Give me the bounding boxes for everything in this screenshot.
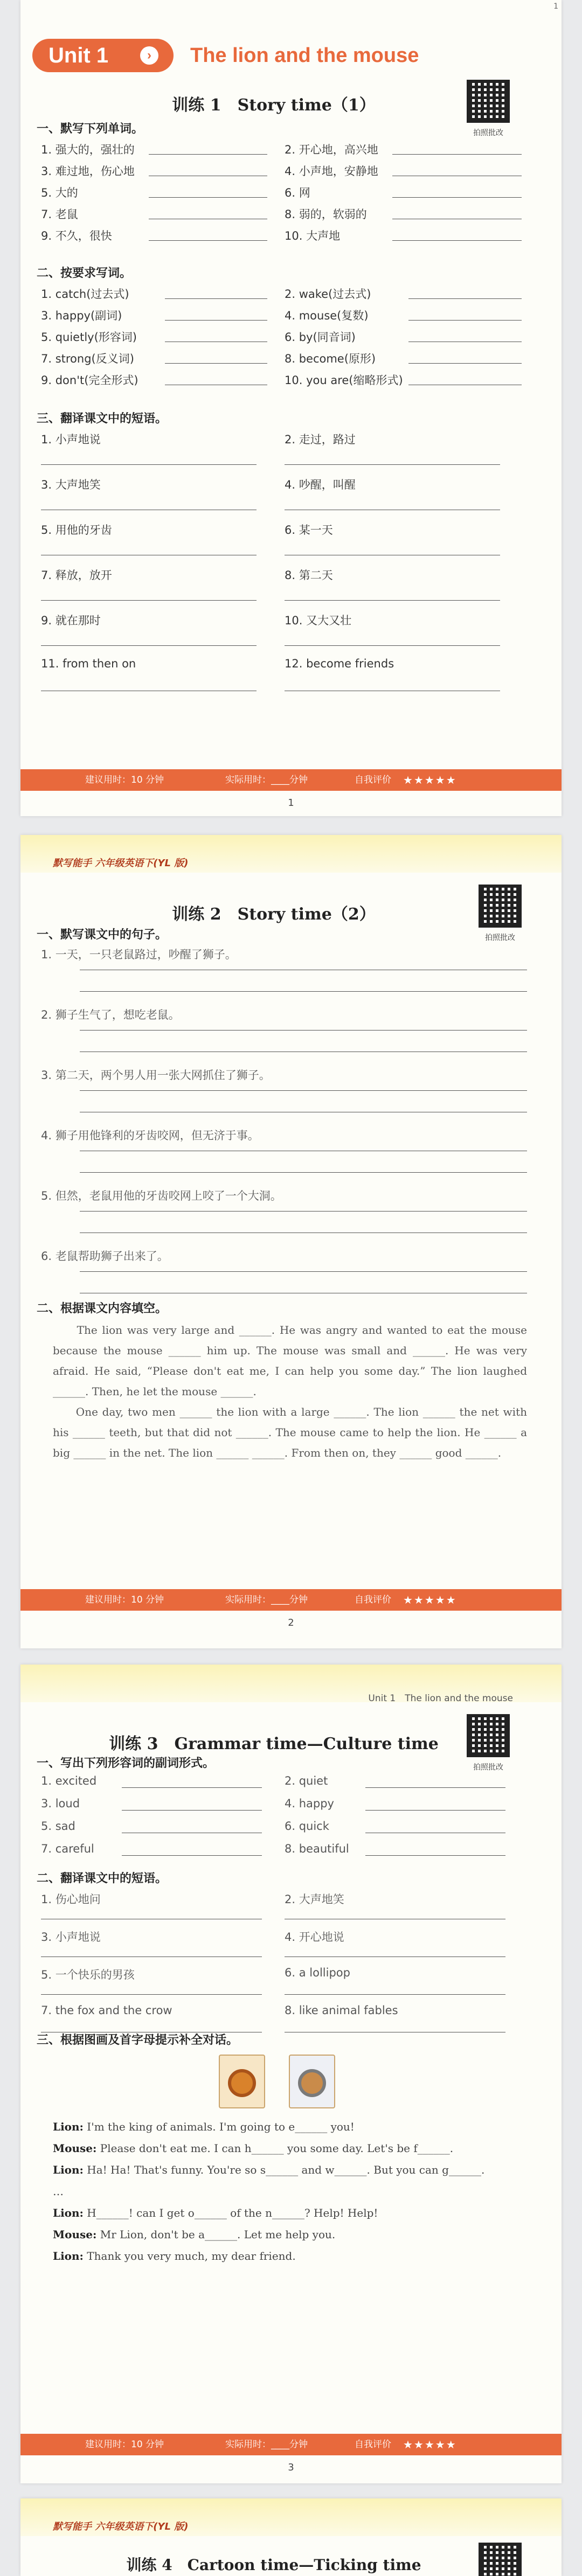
unit-title: The lion and the mouse <box>190 44 419 67</box>
answer-line[interactable] <box>80 1030 527 1031</box>
worksheet-page-2 <box>20 835 562 1648</box>
dialog-text: Ha! Ha! That's funny. You're so s______ and w______. But you can g______. <box>87 2163 485 2176</box>
answer-line[interactable] <box>365 1787 505 1788</box>
unit-label: Unit 1 <box>48 44 109 67</box>
dialog-line <box>53 2116 538 2138</box>
exercise-item: 8. beautiful <box>285 1842 349 1855</box>
book-title: 默写能手 六年级英语下(YL 版) <box>53 858 189 869</box>
answer-line[interactable] <box>285 645 500 646</box>
exercise-item: 6. a lollipop <box>285 1966 350 1979</box>
dialog-text: H______! can I get o______ of the n______? Help! Help! <box>87 2206 378 2219</box>
answer-line[interactable] <box>122 1855 262 1856</box>
worksheet-page-4 <box>20 2498 562 2576</box>
dialog-text: Please don't eat me. I can h______ you some day. Let's be f______. <box>100 2142 454 2155</box>
exercise-item: 1. 小声地说 <box>41 433 101 446</box>
exercise-item: 10. 又大又壮 <box>285 614 352 627</box>
answer-line[interactable] <box>41 600 257 601</box>
suggested-time: 建议用时：10 分钟 <box>85 1595 164 1605</box>
star-rating[interactable]: ★★★★★ <box>403 2438 457 2451</box>
section-title: 二、翻译课文中的短语。 <box>37 1872 168 1885</box>
exercise-item: 7. strong(反义词) <box>41 352 134 365</box>
net-picture <box>289 2055 335 2108</box>
lion-picture <box>219 2055 265 2108</box>
answer-line[interactable] <box>285 464 500 465</box>
exercise-item: 4. 吵醒，叫醒 <box>285 478 356 491</box>
speaker: Mouse: <box>53 2228 97 2241</box>
answer-line[interactable] <box>392 240 522 241</box>
book-title: 默写能手 六年级英语下(YL 版) <box>53 2521 189 2532</box>
qr-label: 拍照批改 <box>485 934 515 942</box>
exercise-title: 训练 3 Grammar time—Culture time <box>109 1735 439 1753</box>
answer-line[interactable] <box>149 197 267 198</box>
dialog-text: … <box>53 2185 64 2198</box>
answer-line[interactable] <box>122 1787 262 1788</box>
lion-in-net-icon <box>298 2069 326 2097</box>
exercise-item: 1. excited <box>41 1774 97 1787</box>
passage-paragraph: The lion was very large and ______. He was angry and wanted to eat the mouse because the mouse ______ him up. The mouse was small and ______. He was very afraid. He said, “Please don't eat me, I can help you some day.” The lion laughed ______. Then, he let the mouse ______. <box>53 1324 527 1398</box>
dialog <box>53 2116 538 2267</box>
exercise-item: 2. 走过，路过 <box>285 433 356 446</box>
answer-line[interactable] <box>41 1994 262 1995</box>
speaker: Lion: <box>53 2120 84 2133</box>
exercise-item: 5. 一个快乐的男孩 <box>41 1968 135 1981</box>
sentence-prompt: 5. 但然，老鼠用他的牙齿咬网上咬了一个大洞。 <box>41 1189 282 1202</box>
actual-time: 实际用时：____分钟 <box>225 2439 308 2450</box>
answer-line[interactable] <box>392 197 522 198</box>
answer-line[interactable] <box>408 363 522 364</box>
cloze-passage <box>53 1320 527 1463</box>
exercise-item: 9. 不久，很快 <box>41 229 112 242</box>
exercise-item: 7. 老鼠 <box>41 208 78 221</box>
exercise-item: 5. sad <box>41 1820 75 1833</box>
exercise-item: 9. 就在那时 <box>41 614 101 627</box>
qr-code-icon[interactable] <box>479 2543 522 2576</box>
exercise-item: 5. 大的 <box>41 186 78 199</box>
exercise-item: 3. 大声地笑 <box>41 478 101 491</box>
qr-code-icon[interactable] <box>467 80 510 123</box>
dialog-line <box>53 2159 538 2181</box>
exercise-item: 5. quietly(形容词) <box>41 331 137 344</box>
exercise-item: 6. 网 <box>285 186 310 199</box>
worksheet-page-3 <box>20 1665 562 2483</box>
answer-line[interactable] <box>165 320 267 321</box>
exercise-item: 6. by(同音词) <box>285 331 356 344</box>
sentence-prompt: 4. 狮子用他锋利的牙齿咬网，但无济于事。 <box>41 1129 259 1142</box>
sentence-prompt: 3. 第二天，两个男人用一张大网抓住了狮子。 <box>41 1069 271 1082</box>
answer-line[interactable] <box>408 298 522 299</box>
page-number: 2 <box>288 1617 294 1628</box>
exercise-item: 10. you are(缩略形式) <box>285 374 403 387</box>
exercise-item: 11. from then on <box>41 657 136 670</box>
section-title: 三、翻译课文中的短语。 <box>37 412 168 426</box>
answer-line[interactable] <box>408 320 522 321</box>
qr-code-icon[interactable] <box>479 885 522 928</box>
exercise-item: 8. like animal fables <box>285 2004 398 2017</box>
section-title: 一、默写课文中的句子。 <box>37 928 168 942</box>
exercise-item: 3. loud <box>41 1797 80 1810</box>
suggested-time: 建议用时：10 分钟 <box>85 2439 164 2450</box>
exercise-item: 7. careful <box>41 1842 94 1855</box>
speaker: Lion: <box>53 2206 84 2219</box>
exercise-item: 7. 释放，放开 <box>41 569 112 582</box>
exercise-item: 3. happy(副词) <box>41 309 122 322</box>
self-eval-label: 自我评价 <box>355 775 391 785</box>
passage-paragraph: One day, two men ______ the lion with a large ______. The lion ______ the net with his ______ teeth, but that did not ______. The mouse came to help the lion. He ______ a big ______ in the net. The lion ______ ______. From then on, they ______ good ______. <box>53 1405 527 1459</box>
answer-line[interactable] <box>41 645 257 646</box>
exercise-item: 8. become(原形) <box>285 352 376 365</box>
dialog-line <box>53 2138 538 2159</box>
dialog-text: I'm the king of animals. I'm going to e______ you! <box>87 2120 355 2133</box>
actual-time: 实际用时：____分钟 <box>225 775 308 785</box>
worksheet-page-1 <box>20 0 562 816</box>
exercise-item: 12. become friends <box>285 657 394 670</box>
sentence-prompt: 1. 一天，一只老鼠路过，吵醒了狮子。 <box>41 948 237 961</box>
dialog-text: Thank you very much, my dear friend. <box>87 2250 296 2262</box>
exercise-item: 1. 强大的，强壮的 <box>41 143 135 156</box>
exercise-title: 训练 4 Cartoon time—Ticking time <box>126 2556 421 2574</box>
sentence-prompt: 6. 老鼠帮助狮子出来了。 <box>41 1250 169 1263</box>
answer-line[interactable] <box>122 1810 262 1811</box>
page-number: 1 <box>288 797 294 809</box>
exercise-item: 2. 大声地笑 <box>285 1893 344 1906</box>
dialog-text: Mr Lion, don't be a______. Let me help you. <box>100 2228 336 2241</box>
self-eval-label: 自我评价 <box>355 1595 391 1605</box>
dialog-line <box>53 2224 538 2245</box>
footer-bar <box>20 2434 562 2455</box>
exercise-item: 5. 用他的牙齿 <box>41 524 112 537</box>
page-number: 3 <box>288 2462 294 2473</box>
qr-code-icon[interactable] <box>467 1714 510 1757</box>
exercise-item: 2. 开心地，高兴地 <box>285 143 378 156</box>
answer-line[interactable] <box>80 1211 527 1212</box>
suggested-time: 建议用时：10 分钟 <box>85 775 164 785</box>
section-title: 二、按要求写词。 <box>37 267 132 280</box>
exercise-title: 训练 1 Story time（1） <box>172 96 376 115</box>
lion-icon <box>228 2069 256 2097</box>
exercise-item: 6. quick <box>285 1820 329 1833</box>
corner-mark: 1 <box>553 2 558 11</box>
dialog-line <box>53 2245 538 2267</box>
speaker: Mouse: <box>53 2142 97 2155</box>
star-rating[interactable]: ★★★★★ <box>403 774 457 786</box>
exercise-item: 10. 大声地 <box>285 229 341 242</box>
chevron-right-icon: › <box>140 46 158 65</box>
answer-line[interactable] <box>149 240 267 241</box>
star-rating[interactable]: ★★★★★ <box>403 1593 457 1606</box>
answer-line[interactable] <box>80 1090 527 1091</box>
section-title: 一、默写下列单词。 <box>37 122 144 136</box>
footer-bar <box>20 1589 562 1611</box>
section-title: 三、根据图画及首字母提示补全对话。 <box>37 2034 239 2047</box>
exercise-item: 7. the fox and the crow <box>41 2004 172 2017</box>
exercise-item: 1. catch(过去式) <box>41 288 129 301</box>
sentence-prompt: 2. 狮子生气了，想吃老鼠。 <box>41 1008 180 1021</box>
unit-running-head: Unit 1 The lion and the mouse <box>368 1693 513 1704</box>
section-title: 一、写出下列形容词的副词形式。 <box>37 1757 215 1770</box>
answer-line[interactable] <box>165 298 267 299</box>
answer-line[interactable] <box>285 600 500 601</box>
exercise-item: 2. quiet <box>285 1774 328 1787</box>
exercise-item: 3. 难过地，伤心地 <box>41 165 135 178</box>
exercise-item: 1. 伤心地问 <box>41 1893 101 1906</box>
unit-header <box>20 16 562 81</box>
exercise-item: 4. happy <box>285 1797 334 1810</box>
exercise-title: 训练 2 Story time（2） <box>172 905 376 924</box>
exercise-item: 4. 小声地，安静地 <box>285 165 378 178</box>
answer-line[interactable] <box>149 154 267 155</box>
answer-line[interactable] <box>80 1271 527 1272</box>
unit-badge <box>32 39 174 72</box>
exercise-item: 4. mouse(复数) <box>285 309 369 322</box>
exercise-item: 2. wake(过去式) <box>285 288 371 301</box>
answer-line[interactable] <box>285 1994 505 1995</box>
answer-line[interactable] <box>41 464 257 465</box>
exercise-item: 9. don't(完全形式) <box>41 374 138 387</box>
exercise-item: 8. 弱的，软弱的 <box>285 208 367 221</box>
speaker: Lion: <box>53 2250 84 2262</box>
answer-line[interactable] <box>365 1810 505 1811</box>
speaker: Lion: <box>53 2163 84 2176</box>
qr-label: 拍照批改 <box>473 129 503 137</box>
dialog-line <box>53 2202 538 2224</box>
dialog-line <box>53 2181 538 2202</box>
answer-line[interactable] <box>165 363 267 364</box>
exercise-item: 3. 小声地说 <box>41 1931 101 1944</box>
exercise-item: 8. 第二天 <box>285 569 333 582</box>
section-title: 二、根据课文内容填空。 <box>37 1302 168 1315</box>
exercise-item: 6. 某一天 <box>285 524 333 537</box>
actual-time: 实际用时：____分钟 <box>225 1595 308 1605</box>
qr-label: 拍照批改 <box>473 1763 503 1772</box>
answer-line[interactable] <box>80 991 527 992</box>
footer-bar <box>20 769 562 791</box>
answer-line[interactable] <box>365 1855 505 1856</box>
exercise-item: 4. 开心地说 <box>285 1931 344 1944</box>
self-eval-label: 自我评价 <box>355 2439 391 2450</box>
answer-line[interactable] <box>392 154 522 155</box>
answer-line[interactable] <box>80 1172 527 1173</box>
